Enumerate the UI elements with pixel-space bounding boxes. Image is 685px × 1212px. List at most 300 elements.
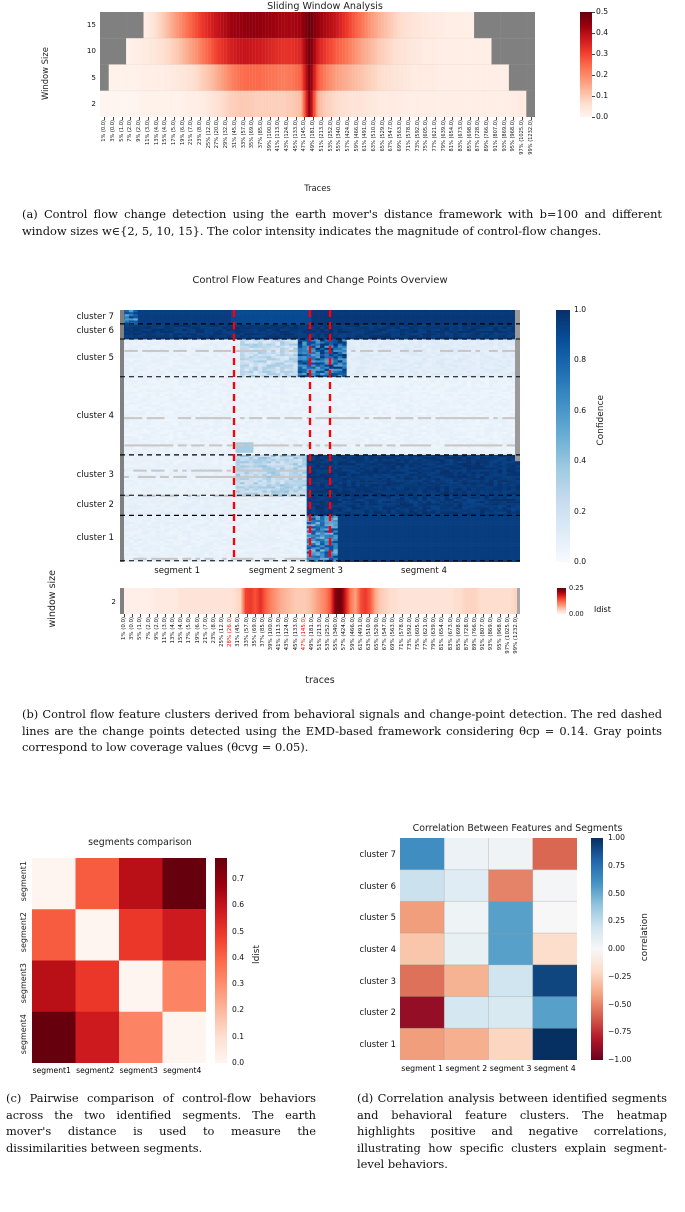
panel-b-strip-tickmark [165, 614, 166, 617]
panel-a-xtick: 49% (181.0) [310, 120, 317, 152]
panel-a-tickmark [496, 117, 497, 120]
panel-a-ytick: 5 [91, 72, 96, 82]
panel-a-xtick: 51% (213.0) [318, 120, 325, 152]
panel-d-colorbar-tick: 0.50 [608, 888, 625, 898]
panel-b-strip-tickmark [124, 614, 125, 617]
panel-a-tickmark [139, 117, 140, 120]
panel-c-caption: (c) Pairwise comparison of control-flow behaviors across the two identified segments. The earth mover's distance is used to measure the dissimilarities between segments. [6, 1091, 316, 1155]
panel-c-colorbar-tick: 0.7 [232, 874, 245, 884]
panel-b-strip-xtick: 15% (4.0) [178, 617, 185, 644]
panel-b-strip-xtick: 11% (3.0) [161, 617, 168, 644]
panel-a-xtick: 95% (968.0) [510, 120, 517, 152]
panel-d-ytick: cluster 5 [359, 912, 396, 923]
panel-a-xtick: 41% (113.0) [275, 120, 282, 152]
panel-a-figure [0, 0, 685, 200]
panel-c-title: segments comparison [88, 837, 192, 848]
panel-b-strip-xtick: 75% (605.0) [414, 617, 421, 651]
panel-b-figure [0, 275, 685, 695]
panel-b-strip-xtick: 67% (547.0) [382, 617, 389, 651]
panel-c-ytick: segment4 [19, 1014, 28, 1055]
panel-d-colorbar-tick: 0.25 [608, 916, 625, 926]
panel-b-strip-tickmark [263, 614, 264, 617]
panel-d-colorbar [591, 838, 603, 1060]
panel-d-ytick: cluster 6 [359, 880, 396, 891]
panel-a-xtick: 33% (57.0) [240, 120, 247, 149]
panel-a-tickmark [452, 117, 453, 120]
panel-b-strip-xtick: 57% (424.0) [341, 617, 348, 651]
panel-c-ytick: segment2 [19, 911, 28, 953]
panel-a-tickmark [409, 117, 410, 120]
panel-b-strip-xtick: 31% (45.0) [235, 617, 242, 647]
panel-a-tickmark [200, 117, 201, 120]
panel-a-xtick: 79% (639.0) [440, 120, 447, 152]
panel-b-strip-colorbar-tick: 0.25 [569, 584, 584, 592]
panel-a-tickmark [444, 117, 445, 120]
panel-c-ytick: segment1 [19, 860, 28, 901]
panel-d-colorbar-tick: −1.00 [608, 1055, 632, 1064]
panel-b-strip-tickmark [206, 614, 207, 617]
panel-a-tickmark [165, 117, 166, 120]
panel-b-strip-xtick: 77% (621.0) [423, 617, 430, 651]
panel-a-xtick: 35% (69.0) [249, 120, 256, 149]
panel-b-strip-tickmark [516, 614, 517, 617]
panel-b-cluster-label: cluster 6 [76, 326, 114, 337]
panel-b-strip-tickmark [189, 614, 190, 617]
panel-b-strip-xtick: 28% (26.0) [227, 617, 234, 647]
panel-b-strip-xtick: 45% (133.0) [292, 617, 299, 651]
panel-a-tickmark [426, 117, 427, 120]
panel-a-xtick: 19% (6.0) [179, 120, 186, 146]
panel-b-strip-tickmark [271, 614, 272, 617]
panel-b-strip-xtick: 41% (113.0) [276, 617, 283, 651]
panel-c-colorbar-tick: 0.3 [232, 979, 245, 989]
panel-a-tickmark [209, 117, 210, 120]
panel-b-strip-xtick: 19% (6.0) [194, 617, 201, 644]
panel-b-strip-xtick: 39% (100.0) [268, 617, 275, 651]
panel-b-strip-tickmark [500, 614, 501, 617]
panel-a-xtick: 57% (424.0) [344, 120, 351, 152]
panel-a-xtick: 77% (621.0) [431, 120, 438, 152]
panel-b-strip-xtick: 1% (0.0) [121, 617, 128, 641]
panel-b-strip-xtick: 59% (466.0) [349, 617, 356, 651]
panel-b-strip-xtick: 63% (510.0) [365, 617, 372, 651]
panel-b-strip-tickmark [369, 614, 370, 617]
panel-b-xlabel: traces [305, 675, 335, 686]
panel-c-figure [0, 805, 340, 1075]
panel-b-strip-xtick: 21% (7.0) [202, 617, 209, 644]
panel-b-strip-xtick: 65% (529.0) [374, 617, 381, 651]
panel-a-colorbar-tickmark [592, 96, 595, 97]
panel-b-strip-xtick: 3% (0.0) [129, 617, 136, 641]
panel-a-xtick: 73% (592.0) [414, 120, 421, 152]
panel-b-strip-tickmark [361, 614, 362, 617]
panel-a-tickmark [418, 117, 419, 120]
panel-a-xtick: 7% (2.0) [127, 120, 134, 142]
panel-c-colorbar [215, 858, 227, 1063]
panel-d-colorbar-tick: −0.25 [608, 971, 632, 981]
panel-b-strip-tickmark [304, 614, 305, 617]
panel-a-xtick: 13% (4.0) [153, 120, 160, 146]
panel-a-xtick: 63% (510.0) [371, 120, 378, 152]
panel-a-xtick: 97% (1025.0) [518, 120, 525, 155]
panel-b-strip-xtick: 71% (578.0) [398, 617, 405, 651]
panel-d-colorbar-tick: 0.75 [608, 860, 625, 870]
panel-c-xtick: segment1 [32, 1066, 71, 1075]
panel-b-strip-tickmark [410, 614, 411, 617]
panel-a-tickmark [461, 117, 462, 120]
panel-a-tickmark [531, 117, 532, 120]
panel-b-strip-xtick: 93% (869.0) [488, 617, 495, 651]
panel-a-tickmark [217, 117, 218, 120]
panel-b-strip-xtick: 23% (8.0) [210, 617, 217, 644]
panel-a-xtick: 3% (0.0) [110, 120, 117, 142]
panel-a-tickmark [113, 117, 114, 120]
panel-a-colorbar-tick: 0.0 [596, 112, 609, 121]
panel-a-heatmap [100, 12, 535, 117]
panel-a-xtick: 29% (32.0) [223, 120, 230, 149]
panel-a-xtick: 11% (3.0) [144, 120, 151, 146]
panel-a-xtick: 81% (654.0) [449, 120, 456, 152]
panel-a-xtick: 1% (0.0) [101, 120, 108, 142]
panel-a-tickmark [278, 117, 279, 120]
panel-d-ytick: cluster 7 [359, 848, 396, 859]
panel-b-strip-xtick: 33% (57.0) [243, 617, 250, 647]
panel-d-colorbar-tick: −0.50 [608, 999, 632, 1009]
panel-c-xtick: segment2 [76, 1066, 115, 1075]
panel-a-tickmark [339, 117, 340, 120]
panel-a-xtick: 75% (605.0) [423, 120, 430, 152]
panel-b-strip-tickmark [353, 614, 354, 617]
panel-a-xtick: 59% (466.0) [353, 120, 360, 152]
panel-c-heatmap [32, 858, 206, 1063]
panel-b-strip-tickmark [426, 614, 427, 617]
panel-c-colorbar-tick: 0.5 [232, 926, 245, 936]
panel-a-xtick: 91% (807.0) [492, 120, 499, 152]
panel-b-strip-xtick: 99% (1232.0) [512, 617, 519, 654]
panel-a-xtick: 99% (1232.0) [527, 120, 534, 155]
panel-b-segment-label: segment 3 [297, 566, 343, 576]
panel-a-tickmark [235, 117, 236, 120]
panel-a-xtick: 67% (547.0) [388, 120, 395, 152]
panel-b-colorbar-tick: 0.8 [574, 355, 587, 365]
panel-b-strip-xtick: 51% (213.0) [317, 617, 323, 651]
panel-a-xtick: 31% (45.0) [231, 120, 238, 149]
panel-a-tickmark [174, 117, 175, 120]
panel-a-colorbar-tick: 0.5 [596, 7, 609, 16]
panel-a-colorbar-tickmark [592, 117, 595, 118]
panel-d-colorbar-tick: −0.75 [608, 1027, 632, 1037]
panel-a-xtick: 61% (491.0) [362, 120, 369, 152]
panel-b-strip-xtick: 89% (766.0) [472, 617, 479, 651]
panel-b-strip-tickmark [336, 614, 337, 617]
panel-b-strip-tickmark [157, 614, 158, 617]
panel-a-tickmark [304, 117, 305, 120]
panel-b-cluster-label: cluster 1 [76, 533, 114, 544]
panel-b-segment-label: segment 4 [401, 566, 447, 576]
panel-a-ytick: 10 [86, 46, 96, 56]
panel-b-strip-tickmark [491, 614, 492, 617]
panel-b-strip-xtick: 7% (2.0) [145, 617, 152, 641]
panel-a-xtick: 27% (20.0) [214, 120, 221, 149]
panel-b-caption: (b) Control flow feature clusters derived from behavioral signals and change-point detection. The red dashed lines are the change points detected using the EMD-based framework considering θcp = 0.14. Gray points correspond to low coverage values (θcvg = 0.05). [22, 707, 662, 755]
panel-a-xtick: 83% (673.0) [458, 120, 465, 152]
panel-a-xtick: 85% (698.0) [466, 120, 473, 152]
panel-b-cluster-label: cluster 5 [76, 352, 114, 363]
panel-b-strip-xtick: 87% (728.0) [463, 617, 470, 651]
panel-b-strip-xtick: 61% (491.0) [357, 617, 364, 651]
panel-d-ytick: cluster 1 [359, 1039, 396, 1050]
panel-b-strip-xtick: 73% (592.0) [406, 617, 413, 651]
panel-a-tickmark [383, 117, 384, 120]
panel-b-strip-tickmark [296, 614, 297, 617]
panel-a-xtick: 37% (85.0) [257, 120, 264, 149]
panel-a-tickmark [365, 117, 366, 120]
panel-b-colorbar-tick: 1.0 [574, 305, 587, 314]
panel-a-xtick: 55% (340.0) [336, 120, 343, 152]
panel-a-colorbar-tick: 0.4 [596, 28, 609, 37]
panel-b-strip-xtick: 81% (654.0) [439, 617, 446, 651]
panel-a-xtick: 21% (7.0) [188, 120, 195, 146]
panel-b-strip-tickmark [483, 614, 484, 617]
panel-b-strip-tickmark [320, 614, 321, 617]
panel-b-strip-xtick: 13% (4.0) [170, 617, 177, 644]
panel-b-strip-tickmark [402, 614, 403, 617]
panel-b-strip-tickmark [385, 614, 386, 617]
panel-d-xtick: segment 4 [534, 1064, 576, 1073]
panel-a-tickmark [226, 117, 227, 120]
panel-b-strip-xtick: 17% (5.0) [186, 617, 193, 644]
panel-a-tickmark [148, 117, 149, 120]
panel-d-ytick: cluster 4 [359, 944, 396, 954]
panel-a-xtick: 23% (8.0) [197, 120, 204, 146]
panel-a-xtick: 69% (563.0) [397, 120, 404, 152]
panel-b-strip-xtick: 35% (69.0) [251, 617, 258, 647]
panel-a-tickmark [478, 117, 479, 120]
panel-a-tickmark [287, 117, 288, 120]
panel-a-tickmark [505, 117, 506, 120]
panel-a-tickmark [357, 117, 358, 120]
panel-b-strip-tickmark [140, 614, 141, 617]
panel-b-strip-tickmark [418, 614, 419, 617]
panel-b-strip-ytick: 2 [111, 597, 116, 606]
panel-a-tickmark [191, 117, 192, 120]
panel-b-strip-tickmark [344, 614, 345, 617]
panel-b-segment-label: segment 2 [249, 566, 295, 576]
panel-b-strip-tickmark [451, 614, 452, 617]
panel-a-tickmark [296, 117, 297, 120]
panel-b-strip-xtick: 97% (1025.0) [504, 617, 511, 654]
panel-a-tickmark [322, 117, 323, 120]
panel-a-tickmark [157, 117, 158, 120]
panel-b-strip-xtick: 69% (563.0) [390, 617, 397, 651]
panel-b-window-strip [120, 588, 520, 614]
panel-d-colorbar-label: correlation [640, 913, 650, 962]
panel-a-tickmark [400, 117, 401, 120]
panel-c-xtick: segment3 [119, 1066, 158, 1075]
panel-b-strip-xtick: 91% (807.0) [480, 617, 487, 651]
panel-a-tickmark [261, 117, 262, 120]
panel-b-strip-xtick: 25% (12.0) [219, 617, 226, 647]
panel-b-strip-tickmark [475, 614, 476, 617]
panel-b-heatmap [120, 310, 520, 562]
panel-a-tickmark [130, 117, 131, 120]
panel-b-strip-xtick: 83% (673.0) [447, 617, 454, 651]
panel-a-xtick: 39% (100.0) [266, 120, 273, 152]
panel-a-colorbar-tick: 0.1 [596, 91, 609, 100]
panel-c-ytick: segment3 [19, 963, 28, 1004]
panel-a-xtick: 9% (2.0) [136, 120, 143, 142]
panel-b-strip-tickmark [328, 614, 329, 617]
panel-b-cluster-label: cluster 7 [76, 311, 114, 322]
panel-b-strip-xtick: 5% (1.0) [137, 617, 144, 641]
panel-d-heatmap [400, 838, 577, 1060]
panel-b-strip-tickmark [508, 614, 509, 617]
panel-a-xtick: 43% (124.0) [284, 120, 291, 152]
panel-b-strip-tickmark [459, 614, 460, 617]
panel-b-strip-colorbar [557, 588, 566, 614]
panel-a-tickmark [331, 117, 332, 120]
panel-b-strip-xtick: 9% (2.0) [153, 617, 160, 641]
panel-b-strip-tickmark [238, 614, 239, 617]
panel-b-strip-xtick: 95% (968.0) [496, 617, 503, 651]
panel-a-xtick: 45% (133.0) [292, 120, 299, 152]
panel-b-strip-tickmark [222, 614, 223, 617]
panel-b-strip-tickmark [198, 614, 199, 617]
panel-b-colorbar-tick: 0.6 [574, 405, 587, 415]
panel-b-strip-tickmark [247, 614, 248, 617]
panel-b-strip-xtick: 55% (340.0) [333, 617, 340, 651]
panel-a-colorbar [580, 12, 592, 117]
panel-d-colorbar-tick: 1.00 [608, 833, 625, 842]
panel-b-cluster-label: cluster 4 [76, 410, 114, 421]
panel-a-ytick: 15 [86, 20, 96, 30]
panel-a-tickmark [252, 117, 253, 120]
panel-b-strip-ylabel: window size [47, 570, 58, 628]
panel-b-strip-xtick: 43% (124.0) [284, 617, 291, 651]
panel-a-ylabel: Window Size [40, 47, 50, 100]
panel-d-xtick: segment 1 [401, 1064, 443, 1073]
panel-c-colorbar-tick: 0.0 [232, 1058, 245, 1067]
panel-b-strip-tickmark [279, 614, 280, 617]
panel-a-xtick: 65% (529.0) [379, 120, 386, 152]
panel-a-tickmark [348, 117, 349, 120]
panel-c-colorbar-tick: 0.6 [232, 900, 245, 910]
panel-b-strip-tickmark [434, 614, 435, 617]
panel-b-cluster-label: cluster 3 [76, 470, 114, 481]
panel-a-xtick: 17% (5.0) [170, 120, 177, 146]
panel-b-strip-tickmark [287, 614, 288, 617]
panel-b-strip-xtick: 53% (252.0) [325, 617, 332, 651]
panel-b-strip-xtick: 49% (181.0) [308, 617, 315, 651]
panel-b-colorbar-tick: 0.0 [574, 557, 587, 566]
panel-b-strip-tickmark [149, 614, 150, 617]
panel-a-tickmark [391, 117, 392, 120]
panel-a-colorbar-tick: 0.3 [596, 49, 609, 58]
panel-b-colorbar-label: Confidence [596, 395, 606, 446]
panel-b-colorbar-tick: 0.4 [574, 456, 587, 466]
panel-a-tickmark [244, 117, 245, 120]
panel-b-strip-tickmark [312, 614, 313, 617]
panel-b-strip-tickmark [132, 614, 133, 617]
panel-b-strip-xtick: 47% (145.0) [300, 617, 307, 651]
panel-a-tickmark [122, 117, 123, 120]
panel-a-xtick: 93% (869.0) [501, 120, 508, 152]
panel-b-strip-tickmark [181, 614, 182, 617]
panel-d-title: Correlation Between Features and Segments [412, 823, 623, 834]
panel-a-tickmark [183, 117, 184, 120]
panel-a-xtick: 47% (145.0) [301, 120, 308, 152]
panel-a-xlabel: Traces [304, 183, 331, 193]
panel-b-strip-tickmark [214, 614, 215, 617]
panel-a-xtick: 53% (252.0) [327, 120, 334, 152]
panel-b-strip-tickmark [393, 614, 394, 617]
panel-d-xtick: segment 3 [489, 1064, 532, 1073]
panel-a-colorbar-tickmark [592, 33, 595, 34]
panel-a-ytick: 2 [91, 98, 96, 108]
panel-a-xtick: 25% (12.0) [205, 120, 212, 149]
panel-a-tickmark [435, 117, 436, 120]
panel-b-strip-xtick: 85% (698.0) [455, 617, 462, 651]
panel-a-colorbar-tickmark [592, 54, 595, 55]
panel-a-tickmark [374, 117, 375, 120]
panel-b-segment-label: segment 1 [154, 566, 201, 576]
panel-b-strip-tickmark [467, 614, 468, 617]
panel-c-colorbar-tick: 0.1 [232, 1031, 245, 1041]
panel-a-tickmark [104, 117, 105, 120]
panel-a-xtick: 15% (4.0) [162, 120, 169, 146]
panel-c-colorbar-tick: 0.4 [232, 952, 245, 962]
panel-d-ytick: cluster 2 [359, 1007, 396, 1018]
panel-a-xtick: 87% (728.0) [475, 120, 482, 152]
panel-b-strip-colorbar-label: ldist [594, 605, 611, 614]
panel-a-xtick: 71% (578.0) [405, 120, 412, 152]
panel-d-xtick: segment 2 [445, 1064, 488, 1073]
panel-a-xtick: 5% (1.0) [118, 120, 125, 142]
panel-d-ytick: cluster 3 [359, 975, 396, 986]
panel-a-colorbar-tick: 0.2 [596, 70, 609, 79]
panel-d-figure [345, 805, 685, 1075]
panel-a-tickmark [470, 117, 471, 120]
panel-b-strip-colorbar-tick: 0.00 [569, 610, 584, 618]
panel-d-caption: (d) Correlation analysis between identified segments and behavioral feature clusters. The heatmap highlights positive and negative correlations, illustrating how specific clusters explain segment-level behaviors. [357, 1091, 667, 1172]
panel-a-colorbar-tickmark [592, 12, 595, 13]
panel-b-title: Control Flow Features and Change Points Overview [192, 275, 448, 286]
panel-a-colorbar-tickmark [592, 75, 595, 76]
panel-b-strip-tickmark [230, 614, 231, 617]
panel-b-strip-tickmark [173, 614, 174, 617]
panel-b-strip-xtick: 37% (85.0) [259, 617, 266, 647]
panel-a-tickmark [270, 117, 271, 120]
panel-b-colorbar-tick: 0.2 [574, 506, 587, 516]
panel-b-colorbar [556, 310, 570, 562]
panel-b-strip-tickmark [255, 614, 256, 617]
panel-a-tickmark [487, 117, 488, 120]
panel-b-strip-xtick: 79% (639.0) [431, 617, 438, 651]
panel-b-strip-tickmark [442, 614, 443, 617]
panel-d-colorbar-tick: 0.00 [608, 944, 625, 953]
panel-c-xtick: segment4 [163, 1066, 202, 1075]
panel-a-xtick: 89% (766.0) [484, 120, 491, 152]
panel-c-colorbar-label: ldist [252, 945, 262, 964]
panel-c-colorbar-tick: 0.2 [232, 1005, 245, 1015]
panel-a-title: Sliding Window Analysis [267, 1, 383, 12]
panel-a-caption: (a) Control flow change detection using the earth mover's distance framework with b=100 and different window sizes w∈{2, 5, 10, 15}. The color intensity indicates the magnitude of control-flow changes. [22, 207, 662, 238]
panel-a-tickmark [313, 117, 314, 120]
panel-a-tickmark [513, 117, 514, 120]
panel-b-cluster-label: cluster 2 [76, 500, 114, 511]
panel-a-tickmark [522, 117, 523, 120]
panel-b-strip-tickmark [377, 614, 378, 617]
